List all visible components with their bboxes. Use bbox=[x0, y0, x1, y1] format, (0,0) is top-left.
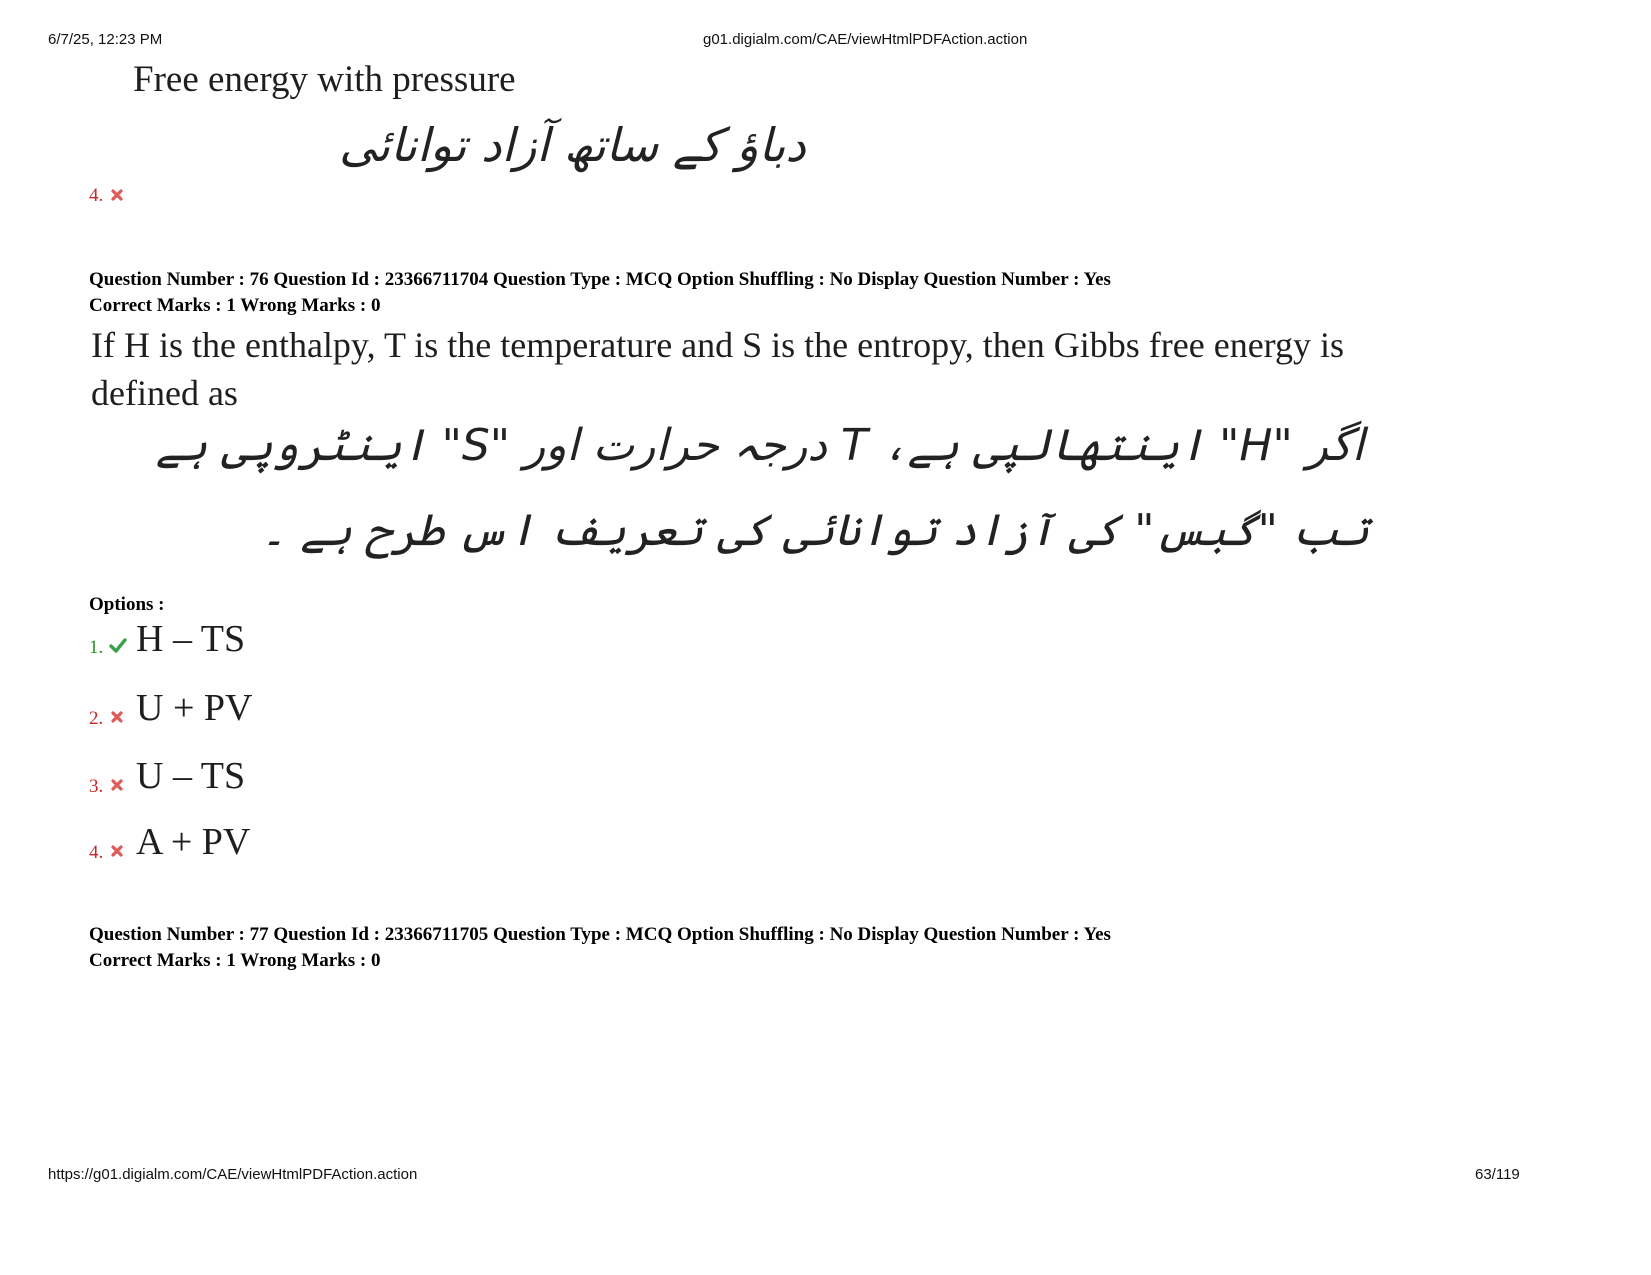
option-3 bbox=[89, 752, 389, 802]
prev-option-text-ur: دباؤ کے ساتھ آزاد توانائی bbox=[339, 118, 806, 172]
check-icon bbox=[109, 637, 127, 653]
option-number: 1. bbox=[89, 637, 104, 658]
prev-option-4 bbox=[89, 185, 103, 207]
option-number: 3. bbox=[89, 776, 104, 797]
cross-icon bbox=[110, 710, 124, 724]
q77-marks-line: Correct Marks : 1 Wrong Marks : 0 bbox=[89, 950, 381, 971]
option-number: 2. bbox=[89, 708, 104, 729]
option-text: U – TS bbox=[136, 755, 246, 797]
q76-text-ur-line1: اگر "H" اینتھالپی ہے، T درجہ حرارت اور "S" اینٹروپی ہے bbox=[155, 420, 1365, 471]
option-4 bbox=[89, 818, 389, 868]
option-1 bbox=[89, 615, 389, 665]
option-number: 4. bbox=[89, 185, 104, 206]
cross-icon bbox=[110, 778, 124, 792]
q76-text-en-line2: defined as bbox=[91, 373, 238, 413]
q76-meta-line: Question Number : 76 Question Id : 23366711704 Question Type : MCQ Option Shuffling : No Display Question Number : Yes bbox=[89, 269, 1111, 290]
print-footer-url: https://g01.digialm.com/CAE/viewHtmlPDFAction.action bbox=[48, 1166, 418, 1183]
page-number: 63/119 bbox=[1475, 1166, 1520, 1183]
q76-marks-line: Correct Marks : 1 Wrong Marks : 0 bbox=[89, 295, 381, 316]
print-header-url: g01.digialm.com/CAE/viewHtmlPDFAction.action bbox=[703, 31, 1028, 48]
option-text: A + PV bbox=[136, 821, 251, 863]
options-label: Options : bbox=[89, 594, 165, 615]
option-text: H – TS bbox=[136, 618, 246, 660]
cross-icon bbox=[110, 188, 124, 202]
q76-text-en-line1: If H is the enthalpy, T is the temperature and S is the entropy, then Gibbs free energy is bbox=[91, 325, 1345, 365]
option-text: U + PV bbox=[136, 687, 253, 729]
cross-icon bbox=[110, 844, 124, 858]
option-2 bbox=[89, 684, 389, 734]
q77-meta-line: Question Number : 77 Question Id : 23366711705 Question Type : MCQ Option Shuffling : No Display Question Number : Yes bbox=[89, 924, 1111, 945]
prev-option-text-en: Free energy with pressure bbox=[133, 59, 516, 100]
q76-text-ur-line2: تب "گبس" کی آزاد توانائی کی تعریف اس طرح ہے ۔ bbox=[260, 505, 1370, 556]
print-datetime: 6/7/25, 12:23 PM bbox=[48, 31, 163, 48]
option-number: 4. bbox=[89, 842, 104, 863]
